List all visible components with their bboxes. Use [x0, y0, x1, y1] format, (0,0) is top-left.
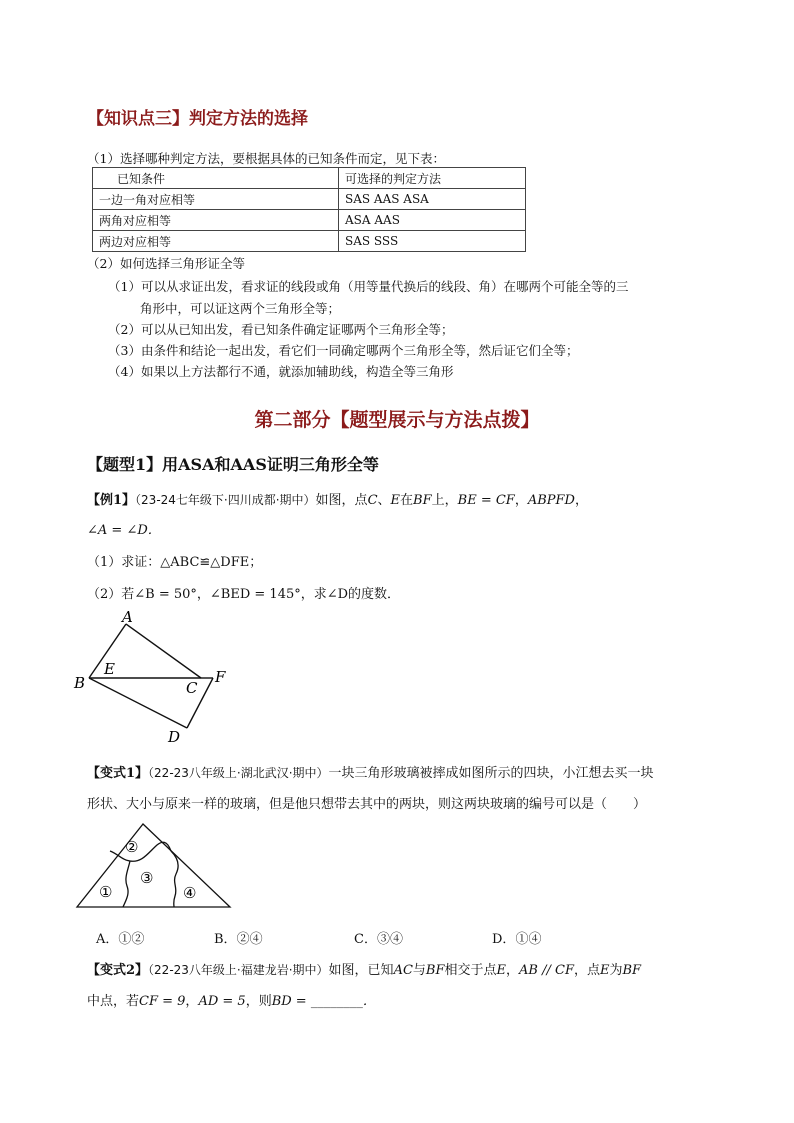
math: C [367, 493, 378, 508]
broken-glass-figure [72, 820, 237, 912]
text: 中点，若 [87, 994, 140, 1009]
variant-label: 【变式2】 [87, 963, 149, 978]
text: 为 [609, 963, 623, 978]
example1-q1: （1）求证：△ABC≌△DFE； [87, 555, 263, 570]
option-c[interactable] [354, 928, 403, 947]
table-cell: 一边一角对应相等 [93, 189, 339, 210]
table-cell: SAS SSS [339, 231, 526, 252]
text: ， [514, 493, 528, 508]
math: E [599, 963, 610, 978]
triangle-figure-1 [70, 608, 240, 748]
math: CF = 9 [139, 994, 186, 1009]
answer-blank[interactable]: BD = ________． [271, 994, 376, 1009]
method-item: （4）如果以上方法都行不通，就添加辅助线，构造全等三角形 [108, 364, 454, 379]
part-title: 第二部分【题型展示与方法点拨】 [254, 409, 540, 431]
example1-q2: （2）若∠B = 50°，∠BED = 145°，求∠D的度数． [87, 587, 401, 602]
table-row [93, 210, 526, 231]
example-label: 【例1】 [87, 493, 136, 508]
math: ABPFD [527, 493, 575, 508]
text: 如图，已知 [328, 963, 394, 978]
text: 在 [400, 493, 414, 508]
condition-table [92, 167, 526, 252]
label-e: E [104, 660, 115, 678]
option-letter: C． [354, 932, 377, 947]
table-cell: 两边对应相等 [93, 231, 339, 252]
option-value: ③④ [376, 932, 403, 947]
variant1-line2: 形状、大小与原来一样的玻璃，但是他只想带去其中的两块，则这两块玻璃的编号可以是（ ） [87, 797, 647, 812]
option-letter: A． [96, 932, 119, 947]
text: ， [185, 994, 199, 1009]
math: BF [413, 493, 432, 508]
math: BF [425, 963, 445, 978]
label-d: D [168, 728, 181, 746]
method-item: （3）由条件和结论一起出发，看它们一同确定哪两个三角形全等，然后证它们全等； [108, 343, 579, 358]
label-b: B [74, 674, 86, 692]
piece-1-label: ① [99, 883, 113, 901]
math: AB // CF [519, 963, 574, 978]
text: 上， [431, 493, 458, 508]
option-d[interactable] [492, 928, 541, 947]
variant-source: （22-23八年级上·湖北武汉·期中） [148, 766, 329, 780]
math: AC [393, 963, 413, 978]
method-item: （1）可以从求证出发，看求证的线段或角（用等量代换后的线段、角）在哪两个可能全等的三 [108, 279, 629, 294]
piece-3-label: ③ [140, 869, 154, 887]
option-b[interactable] [214, 928, 263, 947]
text: 与 [412, 963, 426, 978]
text: ，点 [573, 963, 600, 978]
piece-2-label: ② [125, 838, 139, 856]
table-cell: ASA AAS [339, 210, 526, 231]
math: E [496, 963, 507, 978]
label-a: A [122, 608, 133, 626]
text: ，则 [245, 994, 272, 1009]
piece-4-label: ④ [183, 884, 197, 902]
type-title: 【题型1】用ASA和AAS证明三角形全等 [87, 455, 379, 474]
text: 一块三角形玻璃被摔成如图所示的四块，小江想去买一块 [328, 766, 654, 781]
method-item: 角形中，可以证这两个三角形全等； [140, 301, 341, 316]
table-header: 已知条件 [93, 168, 339, 189]
table-row [93, 231, 526, 252]
table-cell: SAS AAS ASA [339, 189, 526, 210]
variant2-line2 [87, 990, 376, 1009]
option-value: ②④ [236, 932, 263, 947]
math: AD = 5 [198, 994, 246, 1009]
variant-source: （22-23八年级上·福建龙岩·期中） [148, 963, 329, 977]
text: 相交于点 [444, 963, 497, 978]
example-source: （23-24七年级下·四川成都·期中） [135, 493, 316, 507]
option-value: ①② [118, 932, 145, 947]
table-row [93, 189, 526, 210]
math: E [390, 493, 401, 508]
label-c: C [186, 679, 198, 697]
example1-line1 [87, 489, 588, 508]
text: ， [506, 963, 520, 978]
intro-text: （1）选择哪种判定方法，要根据具体的已知条件而定，见下表： [87, 151, 445, 166]
table-cell: 两角对应相等 [93, 210, 339, 231]
text: 如图，点 [315, 493, 368, 508]
option-a[interactable] [96, 928, 144, 947]
option-value: ①④ [515, 932, 542, 947]
methods-title: （2）如何选择三角形证全等 [87, 256, 245, 271]
math: BF [622, 963, 642, 978]
option-letter: D． [492, 932, 516, 947]
option-letter: B． [214, 932, 237, 947]
method-item: （2）可以从已知出发，看已知条件确定证哪两个三角形全等； [108, 322, 454, 337]
label-f: F [215, 668, 226, 686]
variant-label: 【变式1】 [87, 766, 149, 781]
example1-line2: ∠A = ∠D． [87, 523, 161, 538]
math: BE = CF [457, 493, 515, 508]
text: ， [574, 493, 588, 508]
text: 、 [377, 493, 391, 508]
table-header-row [93, 168, 526, 189]
variant2-line1 [87, 959, 641, 978]
table-header: 可选择的判定方法 [339, 168, 526, 189]
variant1-line1 [87, 762, 654, 781]
section-title: 【知识点三】判定方法的选择 [87, 109, 308, 129]
